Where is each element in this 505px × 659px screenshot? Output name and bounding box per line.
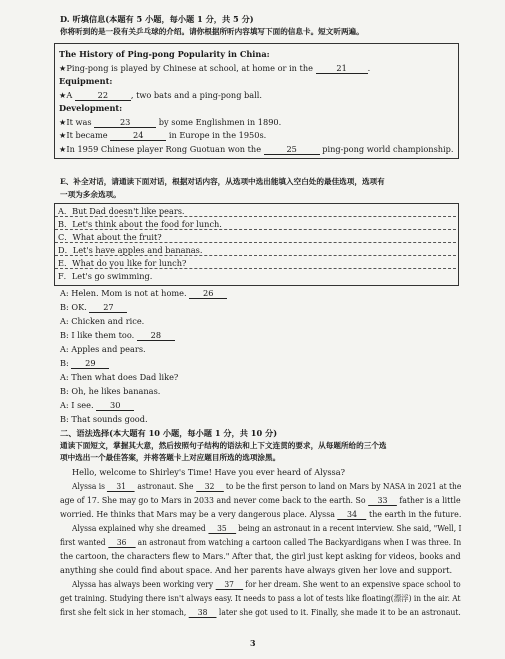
- passage-line: [60, 509, 461, 520]
- card-title: The History of Ping-pong Popularity in China:: [59, 49, 270, 59]
- passage-line: [60, 537, 461, 548]
- passage-line: [60, 495, 461, 506]
- section-two-heading: 二、语法选择(本大题有 10 小题，每小题 1 分，共 10 分): [60, 428, 278, 438]
- card-line-21-end: .: [367, 63, 371, 73]
- blank-27[interactable]: 27: [89, 302, 127, 313]
- equipment-label: Equipment:: [59, 76, 113, 86]
- passage-text: for her dream. She went to an expensive space school to: [245, 579, 461, 589]
- dialogue-text: B:: [60, 358, 69, 368]
- dialogue-text: B: I like them too.: [60, 330, 135, 340]
- passage-line: [60, 607, 461, 618]
- section-d-instruction: 你将听到的是一段有关乒乓球的介绍。请你根据所听内容填写下面的信息卡。短文听两遍。: [60, 27, 364, 36]
- section-two-instruction-2: 项中选出一个最佳答案，并将答题卡上对应题目所选的选项涂黑。: [60, 453, 281, 462]
- page-number: 3: [250, 638, 256, 648]
- blank-29[interactable]: 29: [71, 358, 109, 369]
- blank-38[interactable]: 38: [189, 607, 217, 618]
- blank-37[interactable]: 37: [215, 579, 242, 590]
- passage-text: being an astronaut in a recent interview. She said, "Well, I: [238, 523, 462, 533]
- passage-text: an astronaut from watching a cartoon called The Backyardigans when I was three. In: [137, 537, 462, 547]
- dialogue-line: [60, 288, 227, 299]
- card-line-24-end: in Europe in the 1950s.: [168, 130, 267, 140]
- section-d-heading: D. 听填信息(本题有 5 小题，每小题 1 分，共 5 分): [60, 14, 254, 24]
- card-line-25-end: ping-pong world championship.: [322, 144, 454, 154]
- option-e[interactable]: E．What do you like for lunch?: [58, 258, 187, 268]
- passage-line: the cartoon, the characters flew to Mars." After that, the girl just kept asking for videos, books and: [60, 551, 461, 561]
- blank-30[interactable]: 30: [96, 400, 134, 411]
- passage-text: astronaut. She: [137, 481, 194, 491]
- card-line-22-end: , two bats and a ping-pong ball.: [130, 90, 262, 100]
- option-divider: [55, 255, 456, 256]
- card-line-24-text: ★It became: [59, 130, 108, 140]
- blank-33[interactable]: 33: [368, 495, 397, 506]
- blank-31[interactable]: 31: [107, 481, 135, 492]
- section-e-heading: E、补全对话，请通读下面对话，根据对话内容，从选项中选出能填入空白处的最佳选项，选项有: [60, 177, 385, 186]
- option-a[interactable]: A．But Dad doesn't like pears.: [58, 206, 185, 216]
- dialogue-text: A: I see.: [60, 400, 94, 410]
- passage-line: anything she could find about space. And her parents have always given her love and support.: [60, 565, 453, 575]
- blank-28[interactable]: 28: [137, 330, 175, 341]
- blank-25[interactable]: 25: [264, 144, 320, 155]
- option-c[interactable]: C．What about the fruit?: [58, 232, 162, 242]
- dialogue-text: A: Helen. Mom is not at home.: [60, 288, 187, 298]
- development-label: Development:: [59, 103, 123, 113]
- card-line-24: [59, 130, 266, 141]
- blank-22[interactable]: 22: [75, 90, 131, 101]
- dialogue-line: [60, 358, 109, 369]
- card-line-21-text: ★Ping-pong is played by Chinese at school, at home or in the: [59, 63, 313, 73]
- section-two-instruction: 通读下面短文，掌握其大意，然后按照句子结构的语法和上下文连贯的要求，从每题所给的三个选: [60, 441, 387, 450]
- card-line-23-end: by some Englishmen in 1890.: [158, 117, 282, 127]
- passage-text: first wanted: [60, 537, 106, 547]
- card-line-21: [59, 63, 370, 74]
- dialogue-line: A: Apples and pears.: [60, 344, 146, 354]
- blank-21[interactable]: 21: [316, 63, 368, 74]
- dialogue-line: A: Then what does Dad like?: [60, 372, 179, 382]
- passage-line: [72, 579, 461, 590]
- option-divider: [55, 268, 456, 269]
- card-line-23: [59, 117, 281, 128]
- dialogue-line: [60, 400, 134, 411]
- passage-text: later she got used to it. Finally, she made it to be an astronaut.: [218, 607, 461, 617]
- blank-36[interactable]: 36: [108, 537, 135, 548]
- passage-text: father is a little: [399, 495, 461, 505]
- dialogue-line: [60, 302, 127, 313]
- passage-line: [72, 481, 461, 492]
- passage-text: to be the first person to land on Mars by NASA in 2021 at the: [225, 481, 462, 491]
- blank-26[interactable]: 26: [189, 288, 227, 299]
- dialogue-line: A: Chicken and rice.: [60, 316, 145, 326]
- card-line-23-text: ★It was: [59, 117, 92, 127]
- passage-line: get training. Studying there isn't always easy. It needs to pass a lot of tests like floating(漂浮) in the air. At: [60, 593, 461, 603]
- dialogue-line: B: That sounds good.: [60, 414, 148, 424]
- card-line-25: [59, 144, 454, 155]
- card-line-22: [59, 90, 262, 101]
- passage-text: age of 17. She may go to Mars in 2033 and never come back to the earth. So: [60, 495, 366, 505]
- option-divider: [55, 229, 456, 230]
- passage-text: Alyssa explained why she dreamed: [72, 523, 206, 533]
- blank-24[interactable]: 24: [110, 130, 166, 141]
- passage-text: Alyssa has always been working very: [72, 579, 214, 589]
- option-divider: [55, 242, 456, 243]
- blank-23[interactable]: 23: [94, 117, 156, 128]
- passage-text: worried. He thinks that Mars may be a very dangerous place. Alyssa: [60, 509, 336, 519]
- blank-34[interactable]: 34: [338, 509, 367, 520]
- option-d[interactable]: D．Let's have apples and bananas.: [58, 245, 203, 255]
- passage-text: Alyssa is: [72, 481, 106, 491]
- option-divider: [55, 216, 456, 217]
- passage-line: [72, 523, 462, 534]
- card-line-22-text: ★A: [59, 90, 73, 100]
- dialogue-line: [60, 330, 175, 341]
- info-card: [54, 43, 459, 159]
- dialogue-line: B: Oh, he likes bananas.: [60, 386, 161, 396]
- passage-line: Hello, welcome to Shirley's Time! Have you ever heard of Alyssa?: [72, 467, 346, 477]
- blank-35[interactable]: 35: [208, 523, 236, 534]
- passage-text: the earth in the future.: [369, 509, 462, 519]
- dialogue-text: B: OK.: [60, 302, 87, 312]
- section-e-heading-2: 一项为多余选项。: [60, 190, 121, 199]
- option-b[interactable]: B．Let's think about the food for lunch.: [58, 219, 222, 229]
- card-line-25-text: ★In 1959 Chinese player Rong Guotuan won the: [59, 144, 262, 154]
- passage-text: first she felt sick in her stomach,: [60, 607, 187, 617]
- blank-32[interactable]: 32: [196, 481, 224, 492]
- option-f[interactable]: F．Let's go swimming.: [58, 271, 153, 281]
